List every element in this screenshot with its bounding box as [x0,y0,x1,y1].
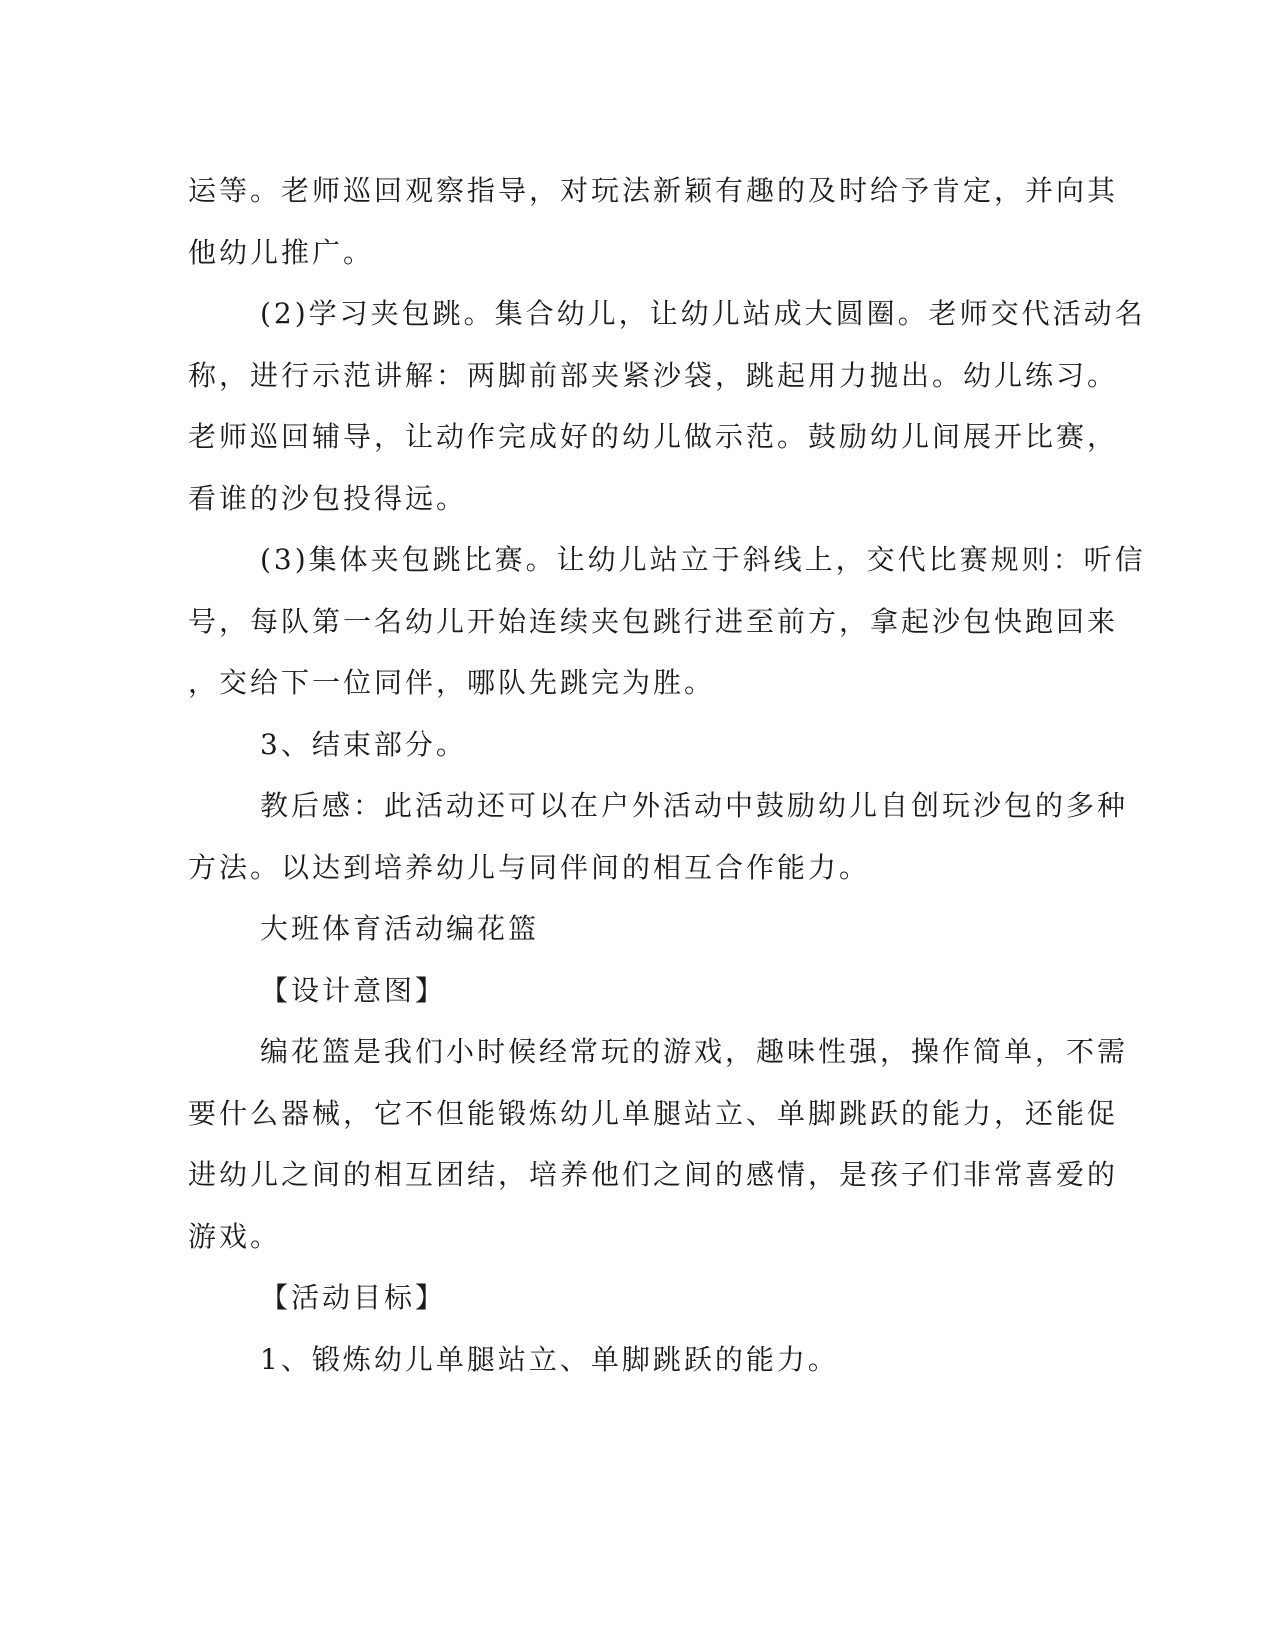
document-body [188,160,1146,1390]
section-heading: 【活动目标】 [260,1281,447,1314]
section-heading: 【设计意图】 [260,973,447,1007]
text-line: 称，进行示范讲解：两脚前部夹紧沙袋，跳起用力抛出。幼儿练习。 [188,358,1119,392]
text-line: 号，每队第一名幼儿开始连续夹包跳行进至前方，拿起沙包快跑回来 [188,604,1119,638]
text-line: 进幼儿之间的相互团结，培养他们之间的感情，是孩子们非常喜爱的 [188,1158,1119,1191]
text-line: 教后感：此活动还可以在户外活动中鼓励幼儿自创玩沙包的多种 [260,789,1129,822]
text-line: (3)集体夹包跳比赛。让幼儿站立于斜线上，交代比赛规则：听信 [260,543,1146,576]
text-line: (2)学习夹包跳。集合幼儿，让幼儿站成大圆圈。老师交代活动名 [260,297,1146,330]
activity-title: 大班体育活动编花篮 [260,912,540,945]
text-line: 老师巡回辅导，让动作完成好的幼儿做示范。鼓励幼儿间展开比赛， [188,420,1119,453]
text-line: 编花篮是我们小时候经常玩的游戏，趣味性强，操作简单，不需 [260,1035,1129,1068]
text-line: 方法。以达到培养幼儿与同伴间的相互合作能力。 [188,850,871,884]
text-line: 游戏。 [188,1219,282,1253]
text-line: 要什么器械，它不但能锻炼幼儿单腿站立、单脚跳跃的能力，还能促 [188,1096,1119,1130]
text-line: 他幼儿推广。 [188,235,375,269]
text-line: 运等。老师巡回观察指导，对玩法新颖有趣的及时给予肯定，并向其 [188,174,1119,207]
text-line: ，交给下一位同伴，哪队先跳完为胜。 [188,666,716,699]
section-heading: 3、结束部分。 [260,727,467,761]
text-line: 看谁的沙包投得远。 [188,481,468,515]
list-item: 1、锻炼幼儿单腿站立、单脚跳跃的能力。 [260,1342,839,1376]
